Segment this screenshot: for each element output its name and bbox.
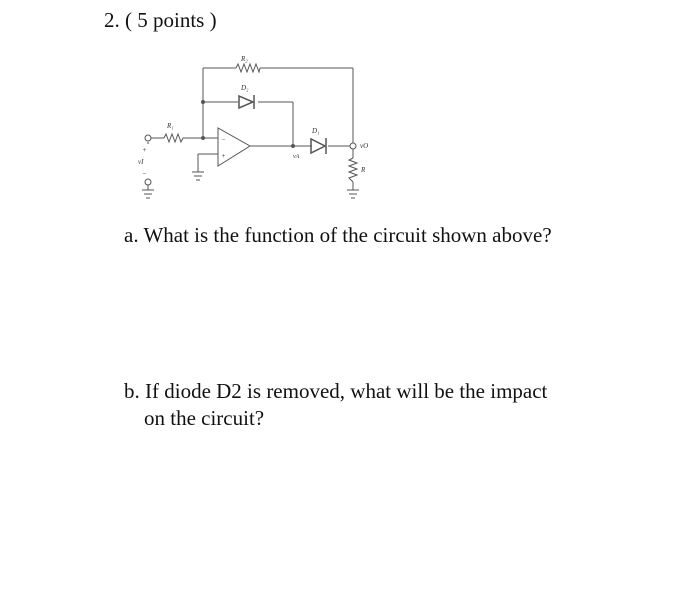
- r2-resistor: [236, 64, 260, 72]
- va-label: vA: [293, 154, 300, 160]
- output-terminal: [350, 143, 356, 149]
- r1-label: R₁: [167, 122, 174, 130]
- question-part-a: a. What is the function of the circuit shown above?: [124, 223, 552, 247]
- junction-dot: [201, 100, 205, 104]
- junction-dot: [291, 144, 295, 148]
- question-part-b: [124, 378, 547, 432]
- junction-dot: [201, 136, 205, 140]
- vi-label: vI: [138, 158, 144, 166]
- input-terminal-top: [145, 135, 151, 141]
- r2-label: R₂: [241, 55, 248, 63]
- question-part-b-line1: b. If diode D2 is removed, what will be the impact: [124, 379, 548, 403]
- r-load-resistor: [349, 158, 357, 182]
- precision-rectifier-circuit-diagram: [128, 48, 388, 208]
- d1-diode: [311, 138, 326, 154]
- input-minus-label: −: [142, 170, 147, 178]
- vo-label: vO: [360, 142, 369, 150]
- ground-symbol: [142, 190, 154, 198]
- r-label: R: [361, 166, 366, 174]
- question-header: 2. ( 5 points ): [104, 8, 217, 32]
- question-part-b-line2: on the circuit?: [144, 406, 265, 430]
- d2-diode: [239, 95, 254, 109]
- ground-symbol: [192, 172, 204, 180]
- op-amp: [218, 128, 250, 166]
- opamp-plus-label: +: [221, 152, 226, 160]
- ground-symbol: [347, 190, 359, 198]
- d2-label: D₂: [241, 84, 249, 92]
- input-plus-label: +: [142, 146, 147, 154]
- input-terminal-bottom: [145, 179, 151, 185]
- d1-label: D₁: [312, 127, 320, 135]
- opamp-minus-label: −: [221, 136, 226, 144]
- r1-resistor: [164, 134, 184, 142]
